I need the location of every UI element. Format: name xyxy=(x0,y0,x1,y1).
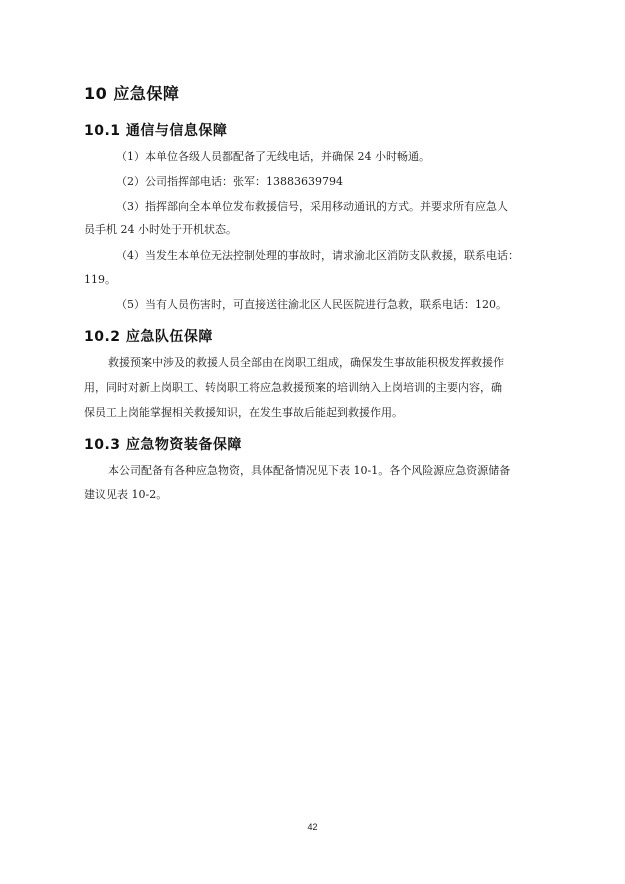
section-title: 10 应急保障 xyxy=(84,84,180,103)
list-item-continuation: 119。 xyxy=(84,273,116,286)
page-number: 42 xyxy=(307,822,318,832)
subsection-title-supplies: 10.3 应急物资装备保障 xyxy=(84,437,242,453)
paragraph-line: 救援预案中涉及的救援人员全部由在岗职工组成，确保发生事故能积极发挥救援作 xyxy=(108,356,504,369)
list-item-continuation: 员手机 24 小时处于开机状态。 xyxy=(84,223,237,236)
subsection-title-team: 10.2 应急队伍保障 xyxy=(84,329,213,345)
paragraph-line: 本公司配备有各种应急物资，具体配备情况见下表 10-1。各个风险源应急资源储备 xyxy=(108,464,511,477)
list-item: （4）当发生本单位无法控制处理的事故时，请求渝北区消防支队救援，联系电话： xyxy=(116,249,519,262)
paragraph-line: 保员工上岗能掌握相关救援知识，在发生事故后能起到救援作用。 xyxy=(84,406,403,419)
list-item: （5）当有人员伤害时，可直接送往渝北区人民医院进行急救，联系电话：120。 xyxy=(116,298,507,311)
paragraph-line: 用，同时对新上岗职工、转岗职工将应急救援预案的培训纳入上岗培训的主要内容，确 xyxy=(84,381,502,394)
subsection-title-communication: 10.1 通信与信息保障 xyxy=(84,123,228,139)
list-item: （3）指挥部向全本单位发布救援信号，采用移动通讯的方式。并要求所有应急人 xyxy=(116,200,508,213)
list-item: （2）公司指挥部电话：张军：13883639794 xyxy=(116,175,343,188)
paragraph-line: 建议见表 10-2。 xyxy=(84,488,168,501)
list-item: （1）本单位各级人员都配备了无线电话，并确保 24 小时畅通。 xyxy=(116,150,430,163)
